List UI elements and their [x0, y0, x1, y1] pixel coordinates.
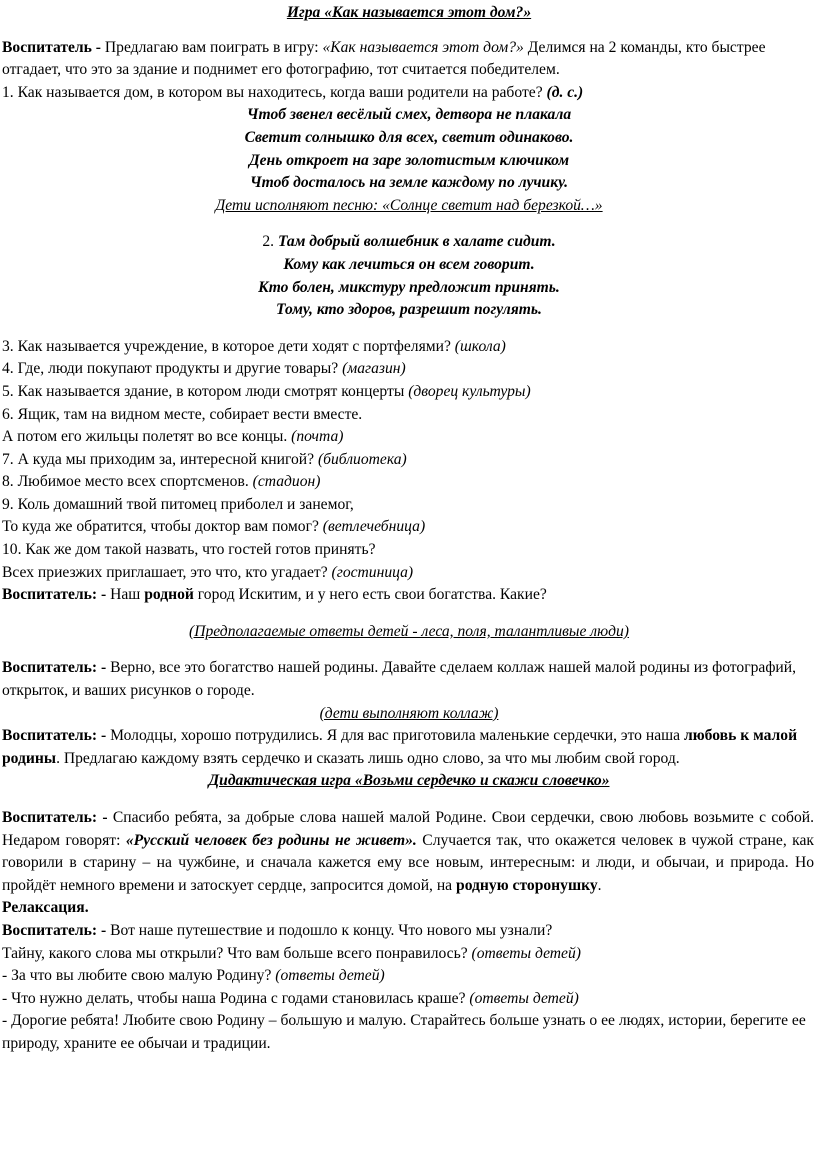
intro-text-rest: Делимся на 2 команды, кто быстрее отгадает, что это за здание и поднимет его фотографию, тот считается победителем. — [2, 38, 766, 79]
relaxation-heading: Релаксация. — [2, 899, 89, 917]
question-line: 10. Как же дом такой назвать, что гостей готов принять? — [2, 541, 376, 559]
closing-line: - Что нужно делать, чтобы наша Родина с годами становилась краше? (ответы детей) — [2, 989, 579, 1007]
intro-paragraph — [2, 37, 816, 82]
answer: (дворец культуры) — [408, 382, 531, 400]
question-line: 5. Как называется здание, в котором люди смотрят концерты (дворец культуры) — [2, 382, 531, 400]
proverb: «Русский человек без родины не живет». — [125, 831, 417, 849]
expected-answers: (Предполагаемые ответы детей - леса, поля, талантливые люди) — [189, 622, 629, 640]
poem-line: День откроет на заре золотистым ключиком — [248, 151, 570, 169]
question-1: 1. Как называется дом, в котором вы находитесь, когда ваши родители на работе? (д. с.) — [2, 83, 584, 101]
answer: (библиотека) — [317, 450, 407, 468]
speaker-label: Воспитатель: - — [2, 809, 113, 826]
poem-1 — [2, 104, 816, 194]
answer: (ответы детей) — [469, 989, 579, 1007]
question-2-number: 2. — [262, 233, 278, 251]
closing-line: - За что вы любите свою малую Родину? (ответы детей) — [2, 967, 385, 985]
game-name: «Как называется этот дом?» — [322, 38, 524, 56]
speaker-label: Воспитатель: - — [2, 921, 111, 939]
poem-line: Чтоб досталось на земле каждому по лучику. — [250, 174, 568, 192]
poem-line: 2. Там добрый волшебник в халате сидит. — [262, 233, 556, 251]
closing-line: Тайну, какого слова мы открыли? Что вам больше всего понравилось? (ответы детей) — [2, 944, 581, 962]
collage-note: (дети выполняют коллаж) — [319, 704, 499, 722]
collage-paragraph: Воспитатель: - Верно, все это богатство нашей родины. Давайте сделаем коллаж нашей малой родины из фотографий, открыток, и ваших рисунков о городе. — [2, 659, 797, 700]
speaker-label: Воспитатель - — [2, 38, 105, 56]
question-line: 3. Как называется учреждение, в которое дети ходят с портфелями? (школа) — [2, 337, 506, 355]
poem-line: Чтоб звенел весёлый смех, детвора не плакала — [246, 106, 572, 124]
answer: (стадион) — [252, 473, 321, 491]
answer: (почта) — [291, 428, 344, 446]
question-line: То куда же обратится, чтобы доктор вам помог? (ветлечебница) — [2, 518, 426, 536]
poem-2 — [2, 231, 816, 321]
question-line: Всех приезжих приглашает, это что, кто угадает? (гостиница) — [2, 563, 414, 581]
answer: (гостиница) — [331, 563, 414, 581]
question-line: 4. Где, люди покупают продукты и другие товары? (магазин) — [2, 360, 406, 378]
poem-line: Тому, кто здоров, разрешит погулять. — [276, 301, 542, 319]
poem-line: Кому как лечиться он всем говорит. — [283, 255, 535, 273]
question-line: А потом его жильцы полетят во все концы. (почта) — [2, 428, 344, 446]
speaker-label: Воспитатель: - — [2, 727, 111, 745]
thanks-paragraph: Воспитатель: - Спасибо ребята, за добрые слова нашей малой Родине. Свои сердечки, свою любовь возьмите с собой. Недаром говорят: «Русский человек без родины не живет». Случается так, что окажется человек в чужой стране, как говорили в старину – на чужбине, и сначала кажется ему все новым, интересным: и люди, и обычаи, и природа. Но пройдёт немного времени и затоскует сердце, запросится домой, на родную сторонушку. — [2, 809, 815, 894]
answer: (ветлечебница) — [322, 518, 426, 536]
question-line: 8. Любимое место всех спортсменов. (стадион) — [2, 473, 321, 491]
answer: (магазин) — [342, 360, 406, 378]
hearts-paragraph: Воспитатель: - Молодцы, хорошо потрудились. Я для вас приготовила маленькие сердечки, это наша любовь к малой родины. Предлагаю каждому взять сердечко и сказать лишь одно слово, за что мы любим свой город. — [2, 727, 798, 767]
answer: (школа) — [454, 337, 506, 355]
song-note: Дети исполняют песню: «Солнце светит над березкой…» — [215, 196, 603, 214]
questions-list — [2, 336, 816, 585]
answer: (д. с.) — [546, 83, 584, 101]
answer: (ответы детей) — [275, 967, 385, 985]
question-line: 6. Ящик, там на видном месте, собирает вести вместе. — [2, 405, 363, 423]
city-paragraph: Воспитатель: - Наш родной город Искитим, и у него есть свои богатства. Какие? — [2, 586, 547, 604]
speaker-label: Воспитатель: - — [2, 659, 111, 677]
poem-line: Светит солнышко для всех, светит одинаково. — [244, 128, 574, 146]
closing-paragraph: Воспитатель: - Вот наше путешествие и подошло к концу. Что нового мы узнали? — [2, 921, 553, 939]
document-title: Игра «Как называется этот дом?» — [286, 4, 532, 21]
poem-line: Кто болен, микстуру предложит принять. — [258, 278, 560, 296]
speaker-label: Воспитатель: - — [2, 586, 111, 604]
closing-line: - Дорогие ребята! Любите свою Родину – большую и малую. Старайтесь больше узнать о ее людях, истории, берегите ее природу, храните ее обычаи и традиции. — [2, 1012, 806, 1052]
didactic-game-title: Дидактическая игра «Возьми сердечко и скажи словечко» — [208, 772, 610, 790]
question-line: 9. Коль домашний твой питомец приболел и занемог, — [2, 495, 354, 513]
answer: (ответы детей) — [471, 944, 581, 962]
question-line: 7. А куда мы приходим за, интересной книгой? (библиотека) — [2, 450, 407, 468]
intro-text: Предлагаю вам поиграть в игру: — [104, 38, 323, 56]
